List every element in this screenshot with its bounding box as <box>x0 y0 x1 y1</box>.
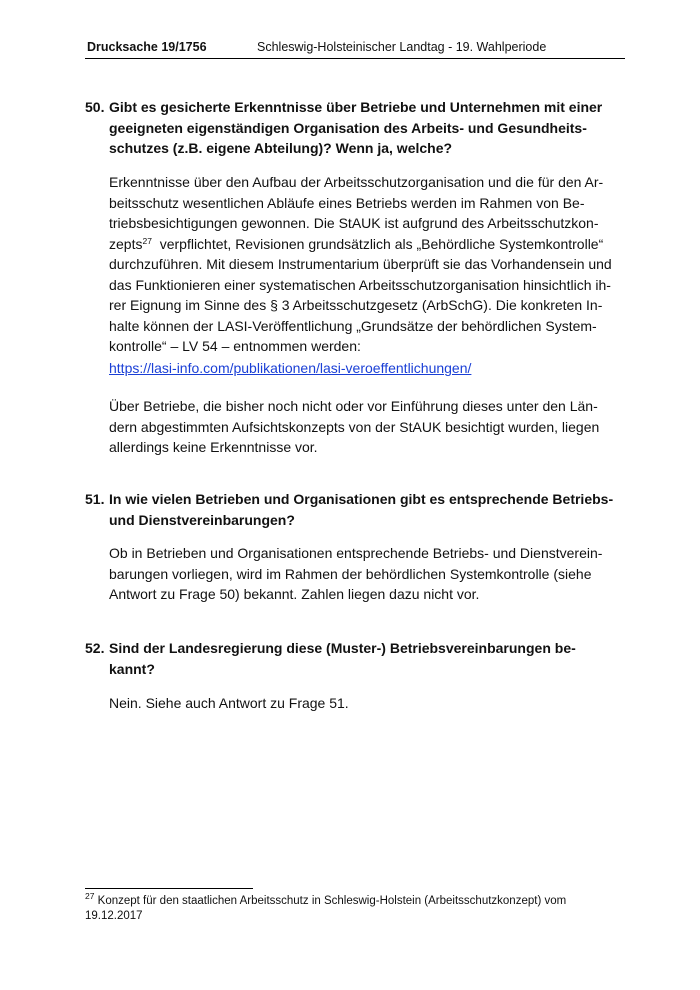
page-header <box>85 38 625 59</box>
question-number: 50. <box>85 99 105 115</box>
footnote-number: 27 <box>85 891 95 901</box>
question-52 <box>85 638 625 679</box>
question-number: 52. <box>85 640 105 656</box>
question-51 <box>85 489 625 530</box>
link-paragraph <box>109 358 625 379</box>
question-50 <box>85 97 625 159</box>
question-text: Sind der Landesregierung diese (Muster-) Betriebsvereinbarungen be- kannt? <box>109 640 576 677</box>
parliament-period: Schleswig-Holsteinischer Landtag - 19. Wahlperiode <box>257 40 547 54</box>
footnote-separator <box>85 888 253 889</box>
answer-50-paragraph-2: Über Betriebe, die bisher noch nicht oder vor Einführung dieses unter den Län- dern abgestimmten Aufsichtskonzepts von der StAUK besichtigt wurden, liegen allerdings keine Erkenntnisse vor. <box>109 398 600 455</box>
question-text: In wie vielen Betrieben und Organisationen gibt es entsprechende Betriebs- und Dienstvereinbarungen? <box>109 491 614 528</box>
lasi-publications-link[interactable]: https://lasi-info.com/publikationen/lasi-veroeffentlichungen/ <box>109 360 472 376</box>
answer-50-paragraph: Erkenntnisse über den Aufbau der Arbeitsschutzorganisation und die für den Ar- beitsschutz wesentlichen Abläufe eines Betriebs werden im Rahmen von Be- triebsbesichtigungen gewonnen. Die StAUK ist aufgrund des Arbeitsschutzkon- zepts$^{27}$ verpflichtet, Revisionen grundsätzlich als „Behördliche Systemkontrolle“ durchzuführen. Mit diesem Instrumentarium überprüft sie das Vorhandensein und das Funktionieren einer systematischen Arbeitsschutzorganisation hinsichtlich ih- rer Eignung im Sinne des § 3 Arbeitsschutzgesetz (ArbSchG). Die konkreten In- halte können der LASI-Veröffentlichung „Grundsätze der behördlichen System- kontrolle“ – LV 54 – entnommen werden: <box>109 174 612 354</box>
footnote-reference[interactable]: 27 <box>142 235 152 246</box>
question-text: Gibt es gesicherte Erkenntnisse über Betriebe und Unternehmen mit einer geeigneten eigenständigen Organisation des Arbeits- und Gesundheits- schutzes (z.B. eigene Abteilung)? Wenn ja, welche? <box>109 99 603 156</box>
question-number: 51. <box>85 491 105 507</box>
answer-52-paragraph: Nein. Siehe auch Antwort zu Frage 51. <box>109 695 349 711</box>
document-number: Drucksache 19/1756 <box>87 40 207 54</box>
footnote: $^{27}$ Konzept für den staatlichen Arbeitsschutz in Schleswig-Holstein (Arbeitsschutzkonzept) vom 19.12.2017 <box>85 891 567 922</box>
answer-51-paragraph: Ob in Betrieben und Organisationen entsprechende Betriebs- und Dienstverein- barungen vorliegen, wird im Rahmen der behördlichen Systemkontrolle (siehe Antwort zu Frage 50) bekannt. Zahlen liegen dazu nicht vor. <box>109 545 603 602</box>
